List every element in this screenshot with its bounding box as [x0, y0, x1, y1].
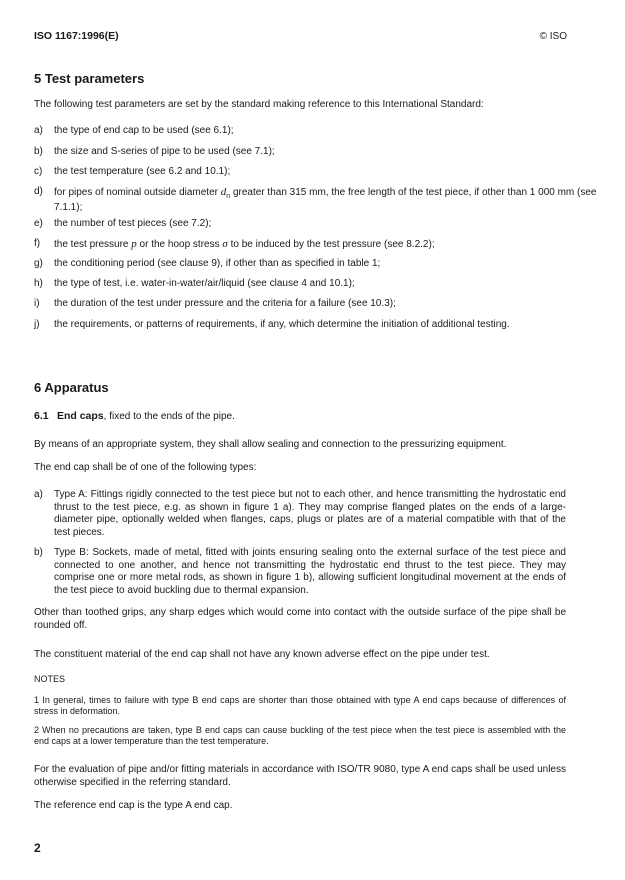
list-item — [34, 547, 566, 597]
paragraph: By means of an appropriate system, they shall allow sealing and connection to the pressurizing equipment. — [34, 439, 507, 450]
list-marker: h) — [34, 278, 43, 289]
list-text: the size and S-series of pipe to be used (see 7.1); — [54, 146, 275, 157]
running-header-left: ISO 1167:1996(E) — [34, 30, 119, 42]
list-text: Type B: Sockets, made of metal, fitted with joints ensuring sealing onto the external surface of the test piece and connected to one another, and hence not transmitting the hydrostatic end thrust to the test piece. They may comprise one or more metal rods, as shown in figure 1 b), allowing sufficient longitudinal movement at the ends of the test piece to avoid buckling due to thermal expansion. — [54, 547, 566, 596]
list-item — [34, 298, 594, 311]
list-text: the test pressure — [54, 239, 132, 250]
list-marker: f) — [34, 238, 41, 249]
list-text: the type of end cap to be used (see 6.1); — [54, 125, 234, 136]
symbol-d: d — [220, 186, 227, 198]
list-item — [34, 278, 594, 291]
list-text: greater than 315 mm, the free length of the test piece, if other than 1 000 mm (see 7.1.1); — [54, 187, 597, 213]
note-1: 1 In general, times to failure with type B end caps are shorter than those obtained with type A end caps because of differences of stress in deformation. — [34, 695, 566, 717]
list-marker: b) — [34, 146, 43, 157]
section-5-title: 5 Test parameters — [34, 71, 145, 86]
list-marker: b) — [34, 547, 43, 558]
list-text: the conditioning period (see clause 9), if other than as specified in table 1; — [54, 258, 381, 269]
notes-label: NOTES — [34, 674, 66, 684]
list-item — [34, 125, 594, 138]
list-text: Type A: Fittings rigidly connected to the test piece but not to each other, and hence transmitting the hydrostatic end thrust to the test piece, e.g. as shown in figure 1 a). They may comprise flanged plates on the ends of a large-diameter pipe, optionally welded when flanges, caps, plugs or plates are of a material compatible with that of the test pieces. — [54, 489, 566, 538]
paragraph: The end cap shall be of one of the following types: — [34, 462, 257, 473]
list-marker: c) — [34, 166, 43, 177]
symbol-p: p — [131, 238, 137, 250]
list-item — [34, 218, 594, 231]
list-item — [34, 258, 594, 271]
list-item — [34, 186, 602, 214]
subsection-title-rest: , fixed to the ends of the pipe. — [103, 411, 235, 422]
list-text: to be induced by the test pressure (see 8.2.2); — [227, 239, 435, 250]
list-text: the number of test pieces (see 7.2); — [54, 218, 212, 229]
section-5-intro: The following test parameters are set by the standard making reference to this International Standard: — [34, 99, 484, 110]
subscript-n: n — [226, 193, 231, 200]
page-number: 2 — [34, 841, 41, 855]
list-marker: e) — [34, 218, 43, 229]
paragraph: Other than toothed grips, any sharp edges which would come into contact with the outside surface of the pipe shall be rounded off. — [34, 607, 566, 631]
list-text: the requirements, or patterns of requirements, if any, which determine the initiation of additional testing. — [54, 319, 510, 330]
list-text: for pipes of nominal outside diameter — [54, 187, 221, 198]
list-marker: a) — [34, 125, 43, 136]
list-item — [34, 166, 594, 179]
subsection-6-1-heading — [34, 410, 594, 424]
list-marker: a) — [34, 489, 43, 500]
list-text: the test temperature (see 6.2 and 10.1); — [54, 166, 231, 177]
list-item — [34, 489, 566, 539]
list-item — [34, 319, 602, 332]
paragraph: The constituent material of the end cap shall not have any known adverse effect on the pipe under test. — [34, 649, 490, 660]
paragraph: For the evaluation of pipe and/or fitting materials in accordance with ISO/TR 9080, type A end caps shall be used unless otherwise specified in the referring standard. — [34, 764, 566, 788]
paragraph: The reference end cap is the type A end cap. — [34, 800, 233, 811]
list-marker: i) — [34, 298, 40, 309]
list-text: or the hoop stress — [136, 239, 223, 250]
subsection-title: End caps — [56, 410, 104, 422]
list-text: the type of test, i.e. water-in-water/air/liquid (see clause 4 and 10.1); — [54, 278, 355, 289]
list-item — [34, 146, 594, 159]
section-6-title: 6 Apparatus — [34, 380, 109, 395]
symbol-sigma: σ — [222, 238, 228, 250]
list-item — [34, 238, 594, 252]
subsection-number: 6.1 — [34, 410, 49, 422]
note-2: 2 When no precautions are taken, type B end caps can cause buckling of the test piece when the test piece is assembled with the end caps at a lower temperature than the test temperature. — [34, 725, 566, 747]
list-text: the duration of the test under pressure and the criteria for a failure (see 10.3); — [54, 298, 396, 309]
copyright-mark: © ISO — [539, 31, 567, 42]
list-marker: d) — [34, 186, 43, 197]
list-marker: g) — [34, 258, 43, 269]
list-marker: j) — [34, 319, 40, 330]
